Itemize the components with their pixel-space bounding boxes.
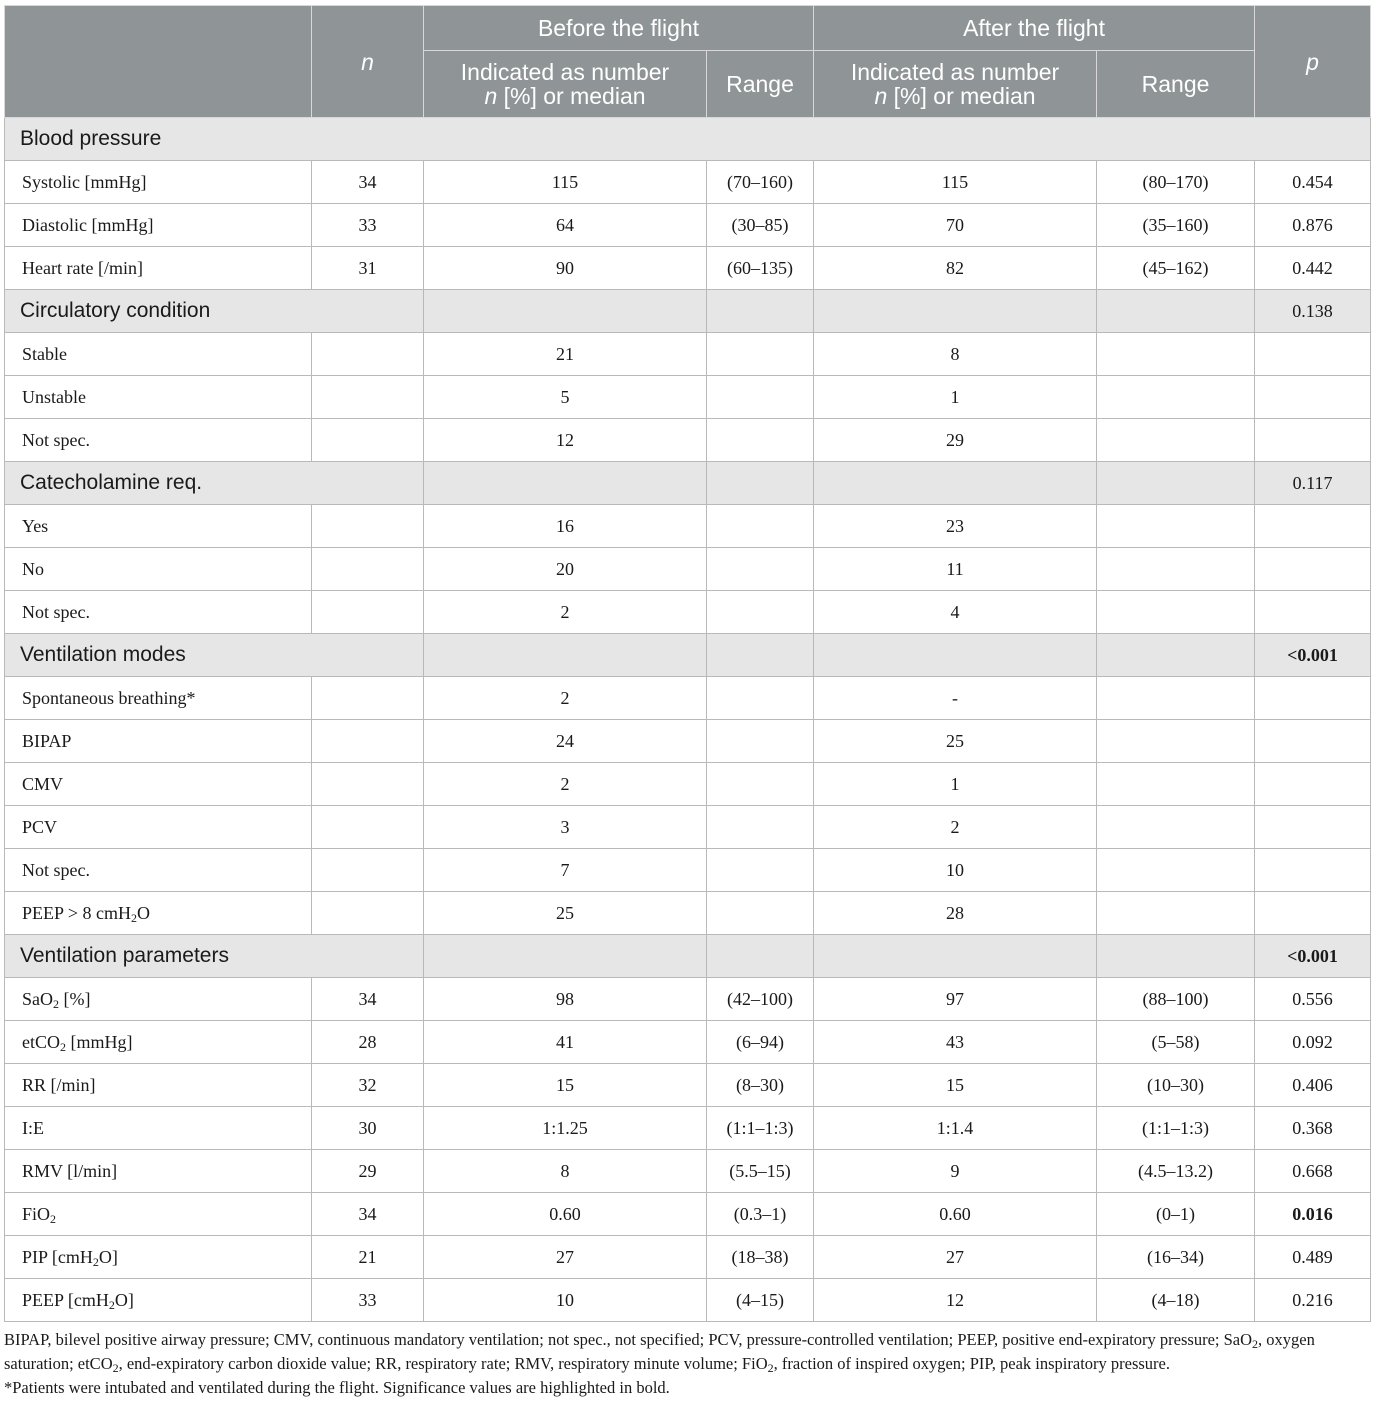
section-label: Circulatory condition xyxy=(5,290,424,333)
section-label: Ventilation modes xyxy=(5,634,424,677)
table-row xyxy=(5,419,1371,462)
table-row xyxy=(5,161,1371,204)
table-row xyxy=(5,892,1371,935)
cell-n: 32 xyxy=(312,1064,424,1107)
cell-after-range: (0–1) xyxy=(1097,1193,1255,1236)
cell-after: 29 xyxy=(814,419,1097,462)
cell-after-range: (10–30) xyxy=(1097,1064,1255,1107)
cell-before-range: (6–94) xyxy=(707,1021,814,1064)
footnote-note: *Patients were intubated and ventilated during the flight. Significance values are highlighted in bold. xyxy=(4,1378,670,1397)
cell-after: 9 xyxy=(814,1150,1097,1193)
cell-before: 12 xyxy=(424,419,707,462)
cell-before-range: (0.3–1) xyxy=(707,1193,814,1236)
cell-before: 41 xyxy=(424,1021,707,1064)
cell-after: 2 xyxy=(814,806,1097,849)
table-row xyxy=(5,1193,1371,1236)
cell-n: 33 xyxy=(312,204,424,247)
row-label: CMV xyxy=(5,763,312,806)
table-row xyxy=(5,806,1371,849)
cell-p: 0.368 xyxy=(1255,1107,1371,1150)
header-p: p xyxy=(1255,6,1371,118)
cell-n: 28 xyxy=(312,1021,424,1064)
cell-before: 21 xyxy=(424,333,707,376)
row-label: Not spec. xyxy=(5,419,312,462)
cell-after-range: (45–162) xyxy=(1097,247,1255,290)
header-before-range: Range xyxy=(707,51,814,118)
header-empty xyxy=(5,6,312,118)
row-label: PCV xyxy=(5,806,312,849)
cell-after: 8 xyxy=(814,333,1097,376)
cell-before-range: (1:1–1:3) xyxy=(707,1107,814,1150)
cell-before-range: (60–135) xyxy=(707,247,814,290)
cell-after: 82 xyxy=(814,247,1097,290)
header-before-indicated: Indicated as number n [%] or median xyxy=(424,51,707,118)
cell-n: 21 xyxy=(312,1236,424,1279)
row-label: No xyxy=(5,548,312,591)
header-after: After the flight xyxy=(814,6,1255,51)
section-p: 0.138 xyxy=(1255,290,1371,333)
row-label: Heart rate [/min] xyxy=(5,247,312,290)
cell-p: 0.092 xyxy=(1255,1021,1371,1064)
table-row xyxy=(5,548,1371,591)
row-label: RMV [l/min] xyxy=(5,1150,312,1193)
cell-after: 1 xyxy=(814,763,1097,806)
table-row xyxy=(5,1279,1371,1322)
cell-after: 97 xyxy=(814,978,1097,1021)
cell-n: 33 xyxy=(312,1279,424,1322)
cell-after-range: (4–18) xyxy=(1097,1279,1255,1322)
cell-before: 5 xyxy=(424,376,707,419)
cell-before: 90 xyxy=(424,247,707,290)
row-label: BIPAP xyxy=(5,720,312,763)
cell-after: 1 xyxy=(814,376,1097,419)
table-row xyxy=(5,677,1371,720)
cell-after: 43 xyxy=(814,1021,1097,1064)
cell-after: 115 xyxy=(814,161,1097,204)
cell-after: 4 xyxy=(814,591,1097,634)
cell-p: 0.406 xyxy=(1255,1064,1371,1107)
cell-before: 8 xyxy=(424,1150,707,1193)
row-label: I:E xyxy=(5,1107,312,1150)
section-p: <0.001 xyxy=(1255,634,1371,677)
cell-p: 0.442 xyxy=(1255,247,1371,290)
row-label: FiO$_2$ xyxy=(5,1193,312,1236)
row-label: Not spec. xyxy=(5,849,312,892)
cell-n: 34 xyxy=(312,161,424,204)
cell-n: 31 xyxy=(312,247,424,290)
cell-after: 70 xyxy=(814,204,1097,247)
row-label: RR [/min] xyxy=(5,1064,312,1107)
table-row xyxy=(5,591,1371,634)
cell-before: 24 xyxy=(424,720,707,763)
section-row xyxy=(5,118,1371,161)
table-row xyxy=(5,1021,1371,1064)
section-label: Ventilation parameters xyxy=(5,935,424,978)
cell-after: 15 xyxy=(814,1064,1097,1107)
cell-before: 3 xyxy=(424,806,707,849)
cell-n: 34 xyxy=(312,978,424,1021)
table-row xyxy=(5,1236,1371,1279)
table-row xyxy=(5,1064,1371,1107)
cell-after: 25 xyxy=(814,720,1097,763)
cell-before: 10 xyxy=(424,1279,707,1322)
cell-before-range: (70–160) xyxy=(707,161,814,204)
cell-before: 20 xyxy=(424,548,707,591)
section-p: 0.117 xyxy=(1255,462,1371,505)
row-label: PEEP > 8 cmH$_2$O xyxy=(5,892,312,935)
header-n: n xyxy=(312,6,424,118)
cell-before-range: (5.5–15) xyxy=(707,1150,814,1193)
row-label: Diastolic [mmHg] xyxy=(5,204,312,247)
data-table xyxy=(4,5,1371,1322)
cell-p: 0.216 xyxy=(1255,1279,1371,1322)
cell-before-range: (8–30) xyxy=(707,1064,814,1107)
cell-p: 0.556 xyxy=(1255,978,1371,1021)
cell-after: 23 xyxy=(814,505,1097,548)
cell-n: 34 xyxy=(312,1193,424,1236)
table-row xyxy=(5,1150,1371,1193)
cell-before: 115 xyxy=(424,161,707,204)
cell-before-range: (4–15) xyxy=(707,1279,814,1322)
header-after-range: Range xyxy=(1097,51,1255,118)
cell-after: 1:1.4 xyxy=(814,1107,1097,1150)
table-row xyxy=(5,204,1371,247)
table-row xyxy=(5,978,1371,1021)
cell-before-range: (18–38) xyxy=(707,1236,814,1279)
row-label: etCO$_2$ [mmHg] xyxy=(5,1021,312,1064)
cell-after: 12 xyxy=(814,1279,1097,1322)
cell-after-range: (16–34) xyxy=(1097,1236,1255,1279)
cell-after-range: (1:1–1:3) xyxy=(1097,1107,1255,1150)
table-footnote xyxy=(4,1328,1372,1400)
cell-p: 0.016 xyxy=(1255,1193,1371,1236)
section-row xyxy=(5,462,1371,505)
row-label: Yes xyxy=(5,505,312,548)
cell-after: 28 xyxy=(814,892,1097,935)
section-row xyxy=(5,634,1371,677)
section-row xyxy=(5,290,1371,333)
cell-before-range: (30–85) xyxy=(707,204,814,247)
table-row xyxy=(5,720,1371,763)
cell-before: 2 xyxy=(424,763,707,806)
row-label: PEEP [cmH$_2$O] xyxy=(5,1279,312,1322)
cell-before: 25 xyxy=(424,892,707,935)
section-label: Catecholamine req. xyxy=(5,462,424,505)
section-p: <0.001 xyxy=(1255,935,1371,978)
header-before: Before the flight xyxy=(424,6,814,51)
cell-p: 0.668 xyxy=(1255,1150,1371,1193)
cell-after: - xyxy=(814,677,1097,720)
table-row xyxy=(5,376,1371,419)
section-label: Blood pressure xyxy=(5,118,1371,161)
row-label: Systolic [mmHg] xyxy=(5,161,312,204)
cell-before: 0.60 xyxy=(424,1193,707,1236)
cell-before: 98 xyxy=(424,978,707,1021)
row-label: Not spec. xyxy=(5,591,312,634)
cell-after: 11 xyxy=(814,548,1097,591)
table-row xyxy=(5,849,1371,892)
cell-after: 27 xyxy=(814,1236,1097,1279)
table-row xyxy=(5,763,1371,806)
row-label: Stable xyxy=(5,333,312,376)
cell-after-range: (5–58) xyxy=(1097,1021,1255,1064)
cell-after-range: (4.5–13.2) xyxy=(1097,1150,1255,1193)
row-label: Spontaneous breathing* xyxy=(5,677,312,720)
footnote-abbreviations: BIPAP, bilevel positive airway pressure; CMV, continuous mandatory ventilation; not spec., not specified; PCV, pressure-controlled ventilation; PEEP, positive end-expiratory pressure; SaO$_2$, oxygen saturation; etCO$_2$, end-expiratory carbon dioxide value; RR, respiratory rate; RMV, respiratory minute volume; FiO$_2$, fraction of inspired oxygen; PIP, peak inspiratory pressure. xyxy=(4,1330,1315,1375)
cell-before: 7 xyxy=(424,849,707,892)
row-label: SaO$_2$ [%] xyxy=(5,978,312,1021)
cell-before: 2 xyxy=(424,591,707,634)
header-after-indicated: Indicated as number n [%] or median xyxy=(814,51,1097,118)
table-row xyxy=(5,505,1371,548)
row-label: PIP [cmH$_2$O] xyxy=(5,1236,312,1279)
cell-n: 30 xyxy=(312,1107,424,1150)
cell-after-range: (35–160) xyxy=(1097,204,1255,247)
cell-before: 15 xyxy=(424,1064,707,1107)
cell-p: 0.454 xyxy=(1255,161,1371,204)
footnote-mark: * xyxy=(186,687,196,708)
cell-before: 2 xyxy=(424,677,707,720)
cell-p: 0.489 xyxy=(1255,1236,1371,1279)
header-row xyxy=(5,6,1371,51)
cell-before: 27 xyxy=(424,1236,707,1279)
cell-after: 10 xyxy=(814,849,1097,892)
table-row xyxy=(5,1107,1371,1150)
cell-before: 64 xyxy=(424,204,707,247)
cell-n: 29 xyxy=(312,1150,424,1193)
cell-p: 0.876 xyxy=(1255,204,1371,247)
row-label: Unstable xyxy=(5,376,312,419)
cell-after-range: (88–100) xyxy=(1097,978,1255,1021)
cell-before: 1:1.25 xyxy=(424,1107,707,1150)
section-row xyxy=(5,935,1371,978)
table-row xyxy=(5,247,1371,290)
cell-after: 0.60 xyxy=(814,1193,1097,1236)
cell-before-range: (42–100) xyxy=(707,978,814,1021)
cell-after-range: (80–170) xyxy=(1097,161,1255,204)
table-row xyxy=(5,333,1371,376)
cell-before: 16 xyxy=(424,505,707,548)
